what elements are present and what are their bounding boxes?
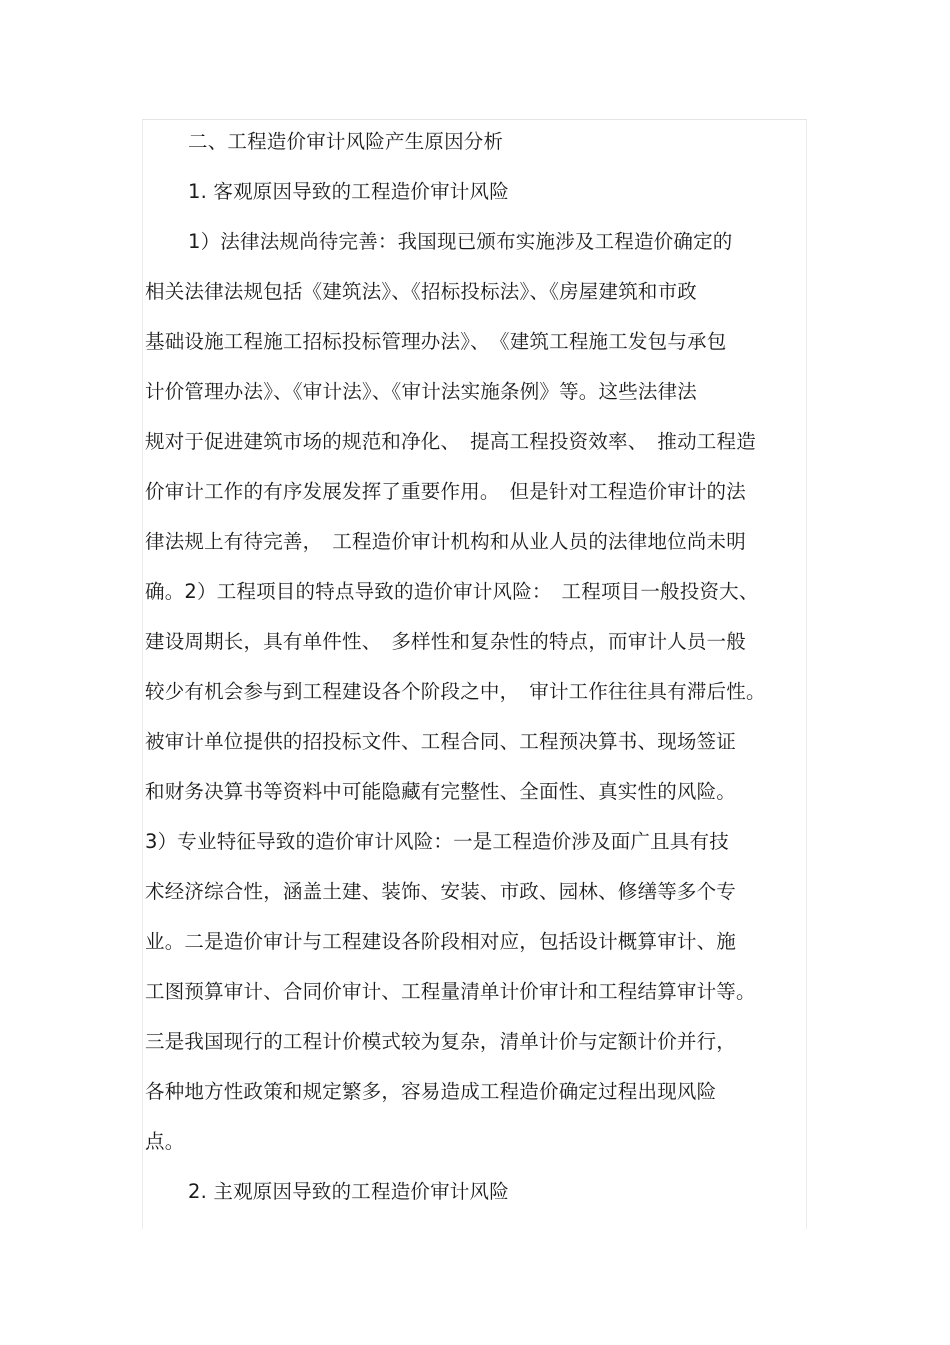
section-heading: 二、工程造价审计风险产生原因分析 xyxy=(188,130,504,153)
paragraph-line: 建设周期长，具有单件性、 多样性和复杂性的特点，而审计人员一般 xyxy=(145,630,746,653)
paragraph-line: 和财务决算书等资料中可能隐藏有完整性、全面性、真实性的风险。 xyxy=(145,780,737,803)
paragraph-line: 1）法律法规尚待完善：我国现已颁布实施涉及工程造价确定的 xyxy=(188,230,733,253)
paragraph-line: 点。 xyxy=(145,1130,185,1153)
paragraph-line: 计价管理办法》、《审计法》、《审计法实施条例》等。这些法律法 xyxy=(145,380,698,403)
paragraph-line: 各种地方性政策和规定繁多，容易造成工程造价确定过程出现风险 xyxy=(145,1080,717,1103)
subsection-heading-objective: 1. 客观原因导致的工程造价审计风险 xyxy=(188,180,509,203)
paragraph-line: 律法规上有待完善， 工程造价审计机构和从业人员的法律地位尚未明 xyxy=(145,530,746,553)
paragraph-line: 被审计单位提供的招投标文件、工程合同、工程预决算书、现场签证 xyxy=(145,730,737,753)
paragraph-line: 规对于促进建筑市场的规范和净化、 提高工程投资效率、 推动工程造 xyxy=(145,430,756,453)
paragraph-line: 基础设施工程施工招标投标管理办法》、 《建筑工程施工发包与承包 xyxy=(145,330,727,353)
paragraph-line: 确。2）工程项目的特点导致的造价审计风险： 工程项目一般投资大、 xyxy=(145,580,759,603)
paragraph-line: 价审计工作的有序发展发挥了重要作用。 但是针对工程造价审计的法 xyxy=(145,480,746,503)
paragraph-line: 业。二是造价审计与工程建设各阶段相对应，包括设计概算审计、施 xyxy=(145,930,737,953)
subsection-heading-subjective: 2. 主观原因导致的工程造价审计风险 xyxy=(188,1180,509,1203)
paragraph-line: 工图预算审计、合同价审计、工程量清单计价审计和工程结算审计等。 xyxy=(145,980,756,1003)
paragraph-line: 相关法律法规包括《建筑法》、《招标投标法》、《房屋建筑和市政 xyxy=(145,280,698,303)
paragraph-line: 较少有机会参与到工程建设各个阶段之中， 审计工作往往具有滞后性。 xyxy=(145,680,766,703)
paragraph-line: 三是我国现行的工程计价模式较为复杂，清单计价与定额计价并行， xyxy=(145,1030,737,1053)
paragraph-line: 术经济综合性，涵盖土建、装饰、安装、市政、园林、修缮等多个专 xyxy=(145,880,737,903)
paragraph-line: 3）专业特征导致的造价审计风险：一是工程造价涉及面广且具有技 xyxy=(145,830,729,853)
